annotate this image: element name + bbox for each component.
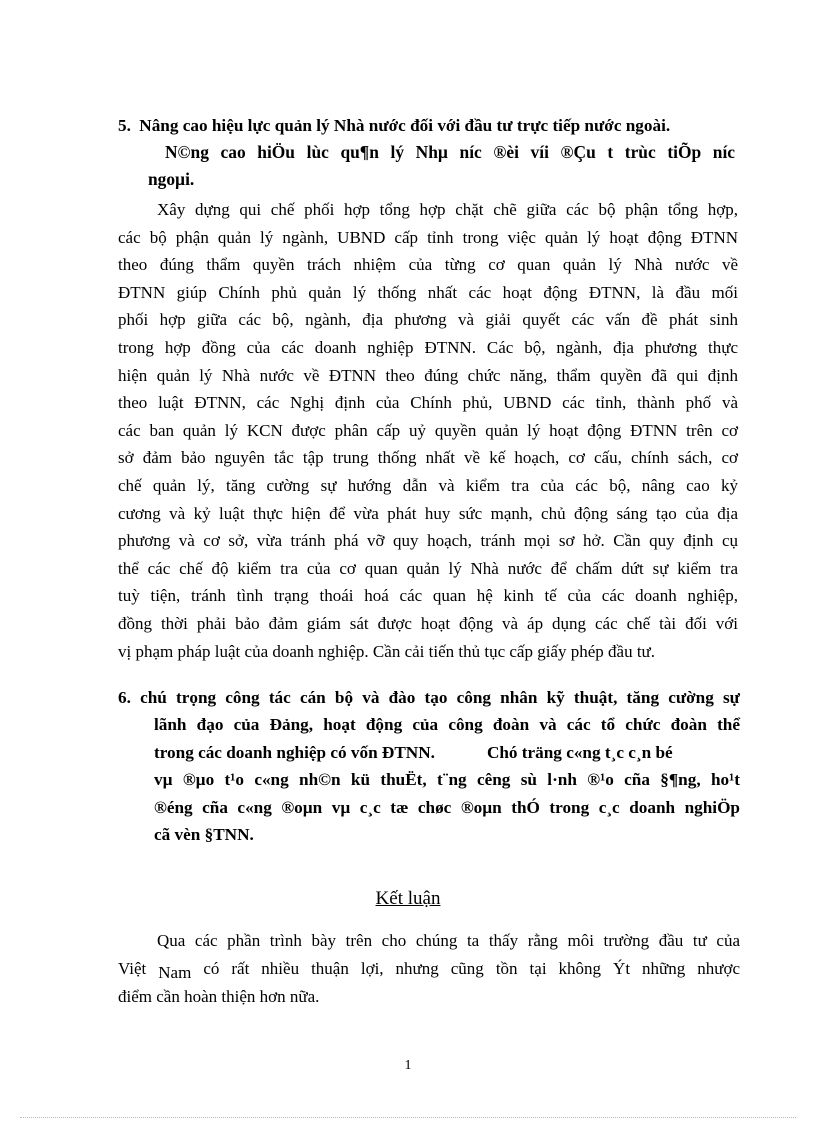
paragraph-line: phối hợp giữa các bộ, ngành, địa phương và giải quyết các vấn đề phát sinh [118, 310, 738, 330]
section-6-line-3a: trong các doanh nghiệp có vốn ĐTNN. [154, 742, 435, 762]
section-5-heading-garbled [148, 139, 735, 193]
conclusion-line-2 [118, 955, 740, 983]
section-6-line-3b: Chó träng c«ng t¸c c¸n bé [486, 742, 673, 762]
paragraph-line: sở đảm bảo nguyên tắc tập trung thống nhất về kế hoạch, cơ cấu, chính sách, cơ [118, 448, 738, 468]
page-number: 1 [404, 1058, 412, 1073]
paragraph-line: các ban quản lý KCN được phân cấp uỷ quyền quản lý hoạt động ĐTNN trên cơ [118, 420, 738, 440]
paragraph-line: theo luật ĐTNN, các Nghị định của Chính phủ, UBND các tỉnh, thành phố và [118, 393, 738, 413]
section-6-text: chú trọng công tác cán bộ và đào tạo công nhân kỹ thuật, tăng cường sự [140, 688, 740, 707]
section-6-line-1 [118, 684, 740, 711]
paragraph-line: Xây dựng qui chế phối hợp tổng hợp chặt chẽ giữa các bộ phận tổng hợp, [157, 200, 738, 219]
paragraph-line: các bộ phận quản lý ngành, UBND cấp tỉnh trong việc quản lý hoạt động ĐTNN [118, 227, 738, 247]
conclusion-word-viet: Việt [118, 959, 147, 978]
paragraph-line: cương và kỷ luật thực hiện để vừa phát huy sức mạnh, chủ động sáng tạo của địa [118, 503, 738, 523]
paragraph-line: trong hợp đồng của các doanh nghiệp ĐTNN. Các bộ, ngành, địa phương thực [118, 337, 738, 357]
paragraph-line: đồng thời phải bảo đảm giám sát được hoạt động và áp dụng các chế tài đối với [118, 613, 738, 633]
conclusion-line-3: điểm cần hoàn thiện hơn nữa. [118, 987, 320, 1006]
section-5-heading [118, 112, 738, 140]
conclusion-title: Kết luận [375, 888, 441, 909]
paragraph-line: vị phạm pháp luật của doanh nghiệp. Cần cải tiến thủ tục cấp giấy phép đầu tư. [118, 641, 656, 661]
conclusion-line-1: Qua các phần trình bày trên cho chúng ta thấy rằng môi trường đầu tư của [157, 931, 740, 950]
section-5-title: Nâng cao hiệu lực quản lý Nhà nước đối với đầu tư trực tiếp nước ngoài. [139, 116, 671, 135]
paragraph-line: tuỳ tiện, tránh tình trạng thoái hoá các quan hệ kinh tế của các doanh nghiệp, [118, 586, 738, 606]
paragraph-line: phương và cơ sở, vừa tránh phá vỡ quy hoạch, tránh mọi sơ hở. Cần quy định cụ [118, 531, 738, 551]
conclusion-line-2-rest: có rất nhiều thuận lợi, nhưng cũng tồn tại không Ýt những nhược [203, 959, 741, 978]
paragraph-line: ĐTNN giúp Chính phủ quản lý thống nhất các hoạt động ĐTNN, là đầu mối [118, 282, 738, 302]
section-6-line-5: ®éng cña c«ng ®oµn vµ c¸c tæ chøc ®oµn thÓ trong c¸c doanh nghiÖp [154, 797, 740, 817]
section-5-paragraph [118, 196, 738, 665]
paragraph-line: chế quản lý, tăng cường sự hướng dẫn và kiểm tra của các bộ, nâng cao kỷ [118, 475, 738, 495]
section-6-line-4: vµ ®µo t¹o c«ng nh©n kü thuËt, t¨ng cêng sù l·nh ®¹o cña §¶ng, ho¹t [154, 770, 740, 790]
paragraph-line: thể các chế độ kiểm tra của cơ quan quản lý Nhà nước để chấm dứt sự kiểm tra [118, 558, 738, 578]
page-bottom-divider [20, 1117, 796, 1118]
garbled-line-1: N©ng cao hiÖu lùc qu¶n lý Nhµ níc ®èi víi ®Çu t trùc tiÕp níc [165, 142, 735, 162]
paragraph-line: hiện quản lý Nhà nước về ĐTNN theo đúng chức năng, thẩm quyền đã qui định [118, 365, 738, 385]
section-6-heading [118, 684, 740, 848]
section-6-line-2: lãnh đạo của Đảng, hoạt động của công đoàn và các tổ chức đoàn thể [154, 715, 740, 735]
section-6-line-6: cã vèn §TNN. [154, 825, 254, 845]
conclusion-word-nam: Nam [158, 963, 192, 982]
paragraph-line: theo đúng thẩm quyền trách nhiệm của từng cơ quan quản lý Nhà nước về [118, 255, 738, 275]
section-6-number: 6. [118, 688, 131, 707]
conclusion-paragraph [118, 927, 740, 1011]
section-6-line-3 [118, 739, 740, 766]
garbled-line-2: ngoµi. [148, 169, 195, 189]
section-5-number: 5. [118, 116, 131, 135]
